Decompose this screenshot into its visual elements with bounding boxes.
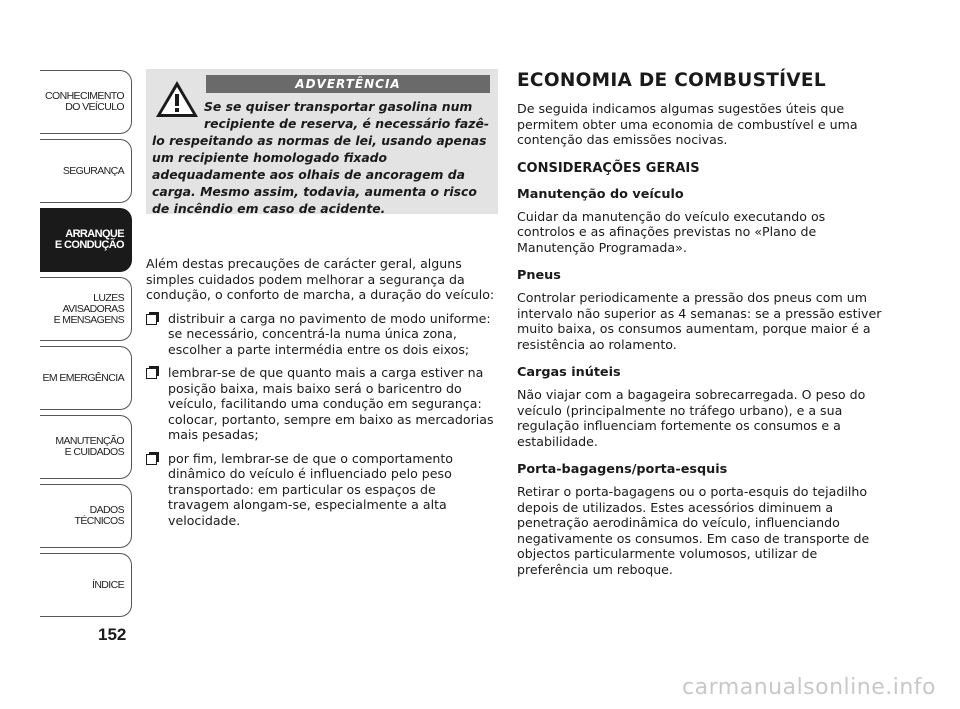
tab-dados-tecnicos[interactable]: DADOS TÉCNICOS [40,484,132,548]
tab-conhecimento-do-veiculo[interactable]: CONHECIMENTO DO VEÍCULO [40,70,132,134]
tab-seguranca[interactable]: SEGURANÇA [40,139,132,203]
warning-box [146,69,498,214]
subsection-text: Controlar periodicamente a pressão dos pneus com um intervalo não superior as 4 semanas: se a pressão estiver muito baixa, os consumos aumentam, porque maior é a resistência ao rolamento. [517,290,882,352]
list-item: distribuir a carga no pavimento de modo uniforme: se necessário, concentrá-la numa única zona, escolher a parte intermédia entre os dois eixos; [146,311,496,358]
list-item: lembrar-se de que quanto mais a carga estiver na posição baixa, mais baixo será o baricentro do veículo, facilitando uma condução em segurança: colocar, portanto, sempre em baixo as mercadorias mais pesadas; [146,365,496,443]
tab-em-emergencia[interactable]: EM EMERGÊNCIA [40,346,132,410]
left-intro: Além destas precauções de carácter geral, alguns simples cuidados podem melhorar a segurança da condução, o conforto de marcha, a duração do veículo: [146,256,495,302]
subsection-heading: Manutenção do veículo [517,186,684,202]
list-item: por fim, lembrar-se de que o comportamento dinâmico do veículo é influenciado pelo peso transportado: em particular os espaços de travagem alongam-se, especialmente a alta velocidade. [146,451,496,529]
checkbox-bullet-icon [146,368,157,379]
tab-luzes-avisadoras[interactable]: LUZES AVISADORAS E MENSAGENS [40,277,132,341]
subsection-text: Cuidar da manutenção do veículo executando os controlos e as afinações previstas no «Plano de Manutenção Programada». [517,208,826,255]
tab-manutencao-e-cuidados[interactable]: MANUTENÇÃO E CUIDADOS [40,415,132,479]
right-column [517,70,887,590]
page-number: 152 [98,625,127,644]
subsection-heading: Porta-bagagens/porta-esquis [517,462,728,477]
watermark: carmanualsonline.info [682,675,936,700]
page-title: ECONOMIA DE COMBUSTÍVEL [517,70,826,91]
subsection-text: Não viajar com a bagageira sobrecarregada. O peso do veículo (principalmente no tráfego urbano), e a sua regulação influenciam fortemente os consumos e a estabilidade. [517,387,866,449]
checkbox-bullet-icon [146,454,157,465]
tab-indice[interactable]: ÍNDICE [40,553,132,617]
left-column [146,256,496,536]
warning-title: ADVERTÊNCIA [206,75,490,93]
bullet-list [146,311,496,529]
subsection-text: Retirar o porta-bagagens ou o porta-esquis do tejadilho depois de utilizados. Estes acessórios diminuem a penetração aerodinâmica do veículo, influenciando negativamente os consumos. Em caso de transporte de objectos particularmente volumosos, utilizar de preferência um reboque. [517,484,870,577]
checkbox-bullet-icon [146,314,157,325]
subsection-heading: Cargas inúteis [517,365,621,380]
warning-text: Se se quiser transportar gasolina num recipiente de reserva, é necessário fazê-lo respeitando as normas de lei, usando apenas um recipiente homologado fixado adequadamente aos olhais de ancoragem da carga. Mesmo assim, todavia, aumenta o risco de incêndio em caso de acidente. [152,99,490,216]
tab-arranque-e-conducao[interactable]: ARRANQUE E CONDUÇÃO [40,208,132,272]
right-intro: De seguida indicamos algumas sugestões úteis que permitem obter uma economia de combustível e uma contenção das emissões nocivas. [517,101,858,147]
subsection-heading: Pneus [517,268,561,283]
section-title: CONSIDERAÇÕES GERAIS [517,160,700,176]
